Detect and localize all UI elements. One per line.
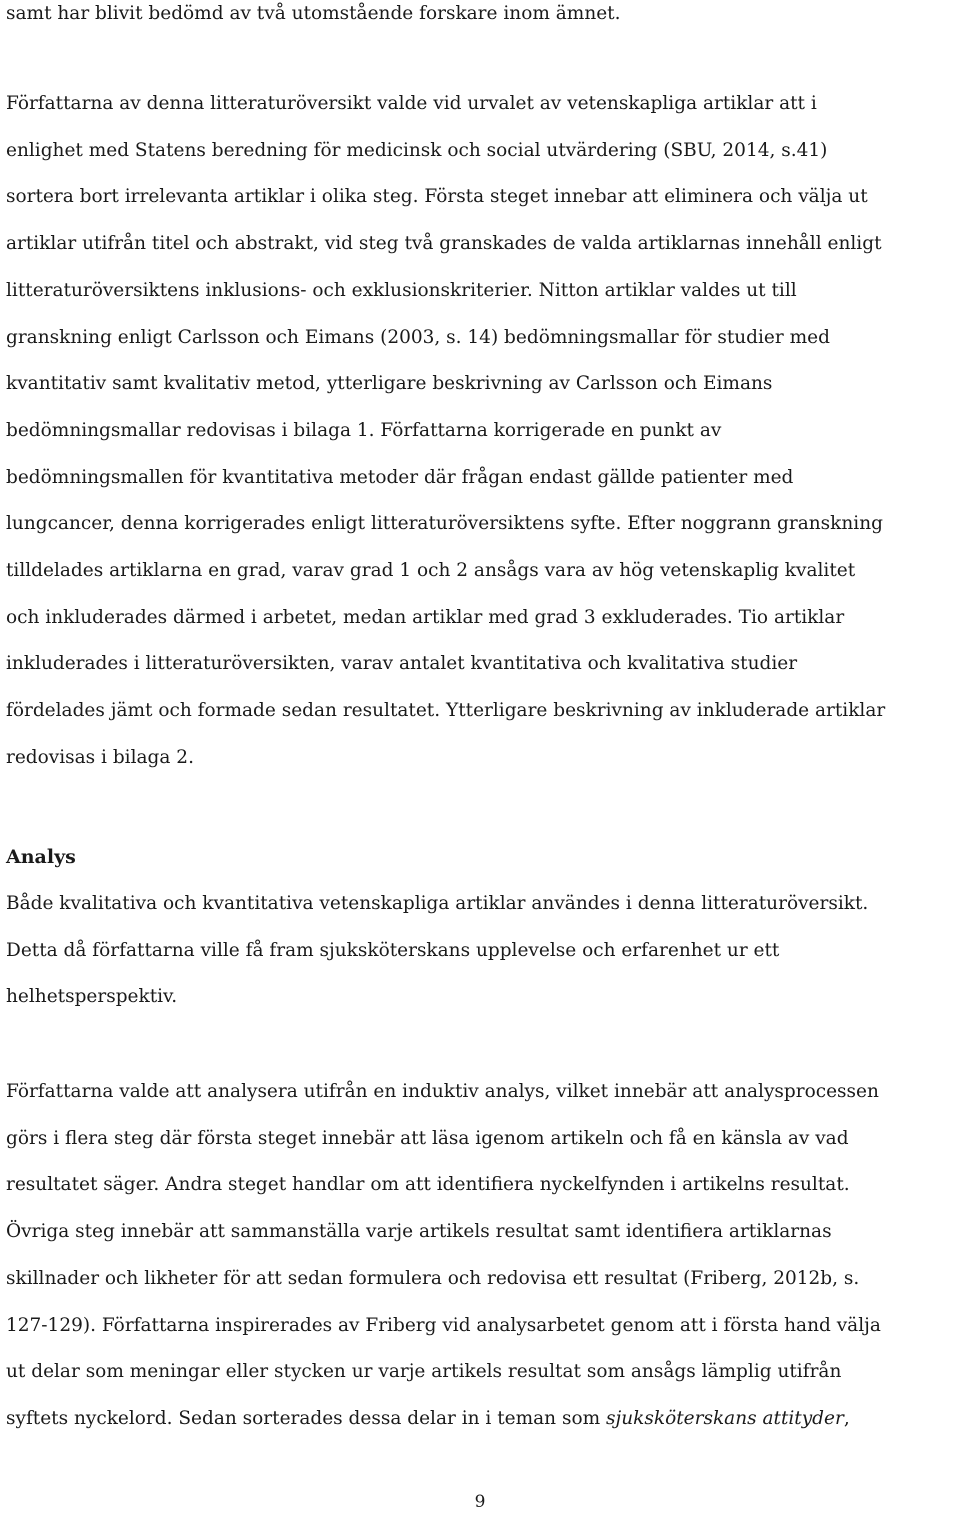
text-line: inkluderades i litteraturöversikten, varav antalet kvantitativa och kvalitativa studier — [6, 653, 798, 675]
text-line: tilldelades artiklarna en grad, varav grad 1 och 2 ansågs vara av hög vetenskaplig kvalitet — [6, 560, 856, 582]
paragraph-analysis-methods — [6, 881, 958, 1021]
text-line: litteraturöversiktens inklusions- och exklusionskriterier. Nitton artiklar valdes ut till — [6, 279, 797, 301]
text-line: granskning enligt Carlsson och Eimans (2003, s. 14) bedömningsmallar för studier med — [6, 326, 830, 348]
text-line: Författarna av denna litteraturöversikt valde vid urvalet av vetenskapliga artiklar att i — [6, 93, 817, 114]
text-line: ut delar som meningar eller stycken ur varje artikels resultat som ansågs lämplig utifrån — [6, 1361, 842, 1383]
page-number: 9 — [474, 1492, 486, 1512]
text-run: , — [843, 1407, 850, 1429]
text-line: 127-129). Författarna inspirerades av Friberg vid analysarbetet genom att i första hand välja — [6, 1314, 881, 1336]
text-line-last — [6, 1396, 958, 1443]
text-line: kvantitativ samt kvalitativ metod, ytterligare beskrivning av Carlsson och Eimans — [6, 373, 773, 395]
section-heading-analys: Analys — [6, 846, 76, 868]
text-line: och inkluderades därmed i arbetet, medan artiklar med grad 3 exkluderades. Tio artiklar — [6, 606, 845, 628]
text-line: resultatet säger. Andra steget handlar om att identifiera nyckelfynden i artikelns resultat. — [6, 1174, 850, 1196]
text-line: görs i flera steg där första steget innebär att läsa igenom artikeln och få en känsla av vad — [6, 1127, 849, 1149]
paragraph-analysis-process — [6, 1069, 958, 1443]
text-line: samt har blivit bedömd av två utomstående forskare inom ämnet. — [6, 3, 621, 24]
text-line: Övriga steg innebär att sammanställa varje artikels resultat samt identifiera artiklarnas — [6, 1221, 832, 1243]
paragraph-intro — [6, 0, 958, 38]
text-line: artiklar utifrån titel och abstrakt, vid steg två granskades de valda artiklarnas innehåll enligt — [6, 233, 882, 255]
text-line: helhetsperspektiv. — [6, 986, 178, 1008]
text-run: syftets nyckelord. Sedan sorterades dessa delar in i teman som — [6, 1407, 607, 1429]
text-line: Detta då författarna ville få fram sjuksköterskans upplevelse och erfarenhet ur ett — [6, 939, 780, 961]
text-line: Författarna valde att analysera utifrån en induktiv analys, vilket innebär att analysprocessen — [6, 1081, 879, 1102]
text-line: enlighet med Statens beredning för medicinsk och social utvärdering (SBU, 2014, s.41) — [6, 139, 828, 161]
text-line: fördelades jämt och formade sedan resultatet. Ytterligare beskrivning av inkluderade artiklar — [6, 700, 886, 722]
text-line: skillnader och likheter för att sedan formulera och redovisa ett resultat (Friberg, 2012b, s. — [6, 1267, 860, 1289]
text-line: Både kvalitativa och kvantitativa vetenskapliga artiklar användes i denna litteraturöversikt. — [6, 893, 869, 914]
text-line: redovisas i bilaga 2. — [6, 746, 194, 768]
text-line: bedömningsmallen för kvantitativa metoder där frågan endast gällde patienter med — [6, 466, 794, 488]
text-line: sortera bort irrelevanta artiklar i olika steg. Första steget innebar att eliminera och välja ut — [6, 186, 868, 208]
paragraph-selection — [6, 81, 958, 782]
text-line: bedömningsmallar redovisas i bilaga 1. Författarna korrigerade en punkt av — [6, 419, 722, 441]
italic-term: sjuksköterskans attityder — [606, 1407, 844, 1429]
text-line: lungcancer, denna korrigerades enligt litteraturöversiktens syfte. Efter noggrann granskning — [6, 513, 883, 535]
